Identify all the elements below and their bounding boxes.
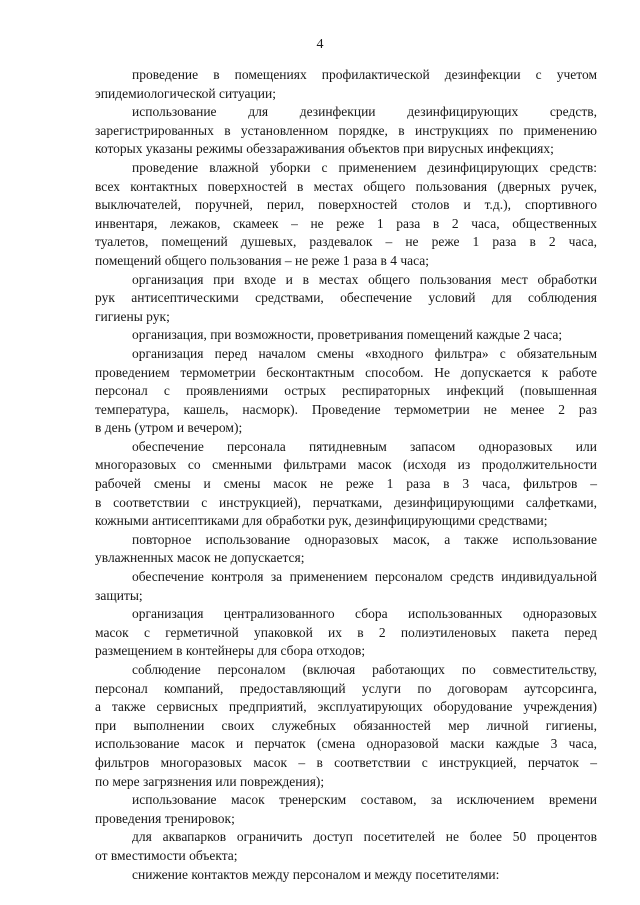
text-line: увлажненных масок не допускается; [95,550,305,566]
text-line: проведением термометрии бесконтактным способом. Не допускается к работе [95,364,597,380]
text-line: использование для дезинфекции дезинфицирующих средств, [132,104,597,120]
text-line: организация перед началом смены «входного фильтра» с обязательным [132,345,597,361]
paragraph [95,605,597,661]
paragraph [95,791,597,828]
text-line: использование масок тренерским составом, за исключением времени [132,792,597,808]
paragraph [95,66,597,103]
text-line: соблюдение персоналом (включая работающих по совместительству, [132,662,597,677]
text-line: а также сервисных предприятий, эксплуатирующих оборудование учреждения) [95,699,597,715]
text-line: фильтров многоразовых масок – в соответствии с инструкцией, перчаток – [95,754,597,770]
paragraph [95,661,597,791]
text-line: для аквапарков ограничить доступ посетителей не более 50 процентов [132,829,597,845]
text-line: повторное использование одноразовых масок, а также использование [132,531,597,547]
text-line: масок с герметичной упаковкой их в 2 полиэтиленовых пакета перед [95,624,597,640]
text-line: зарегистрированных в установленном порядке, в инструкциях по применению [95,122,597,138]
text-line: организация при входе и в местах общего пользования мест обработки [132,271,597,287]
text-line: туалетов, помещений душевых, раздевалок – не реже 1 раза в 2 часа, [95,234,597,250]
text-line: рук антисептическими средствами, обеспечение условий для соблюдения [95,290,597,306]
text-line: размещением в контейнеры для сбора отходов; [95,643,366,659]
text-line: организация централизованного сбора использованных одноразовых [132,606,597,622]
text-line: инвентаря, лежаков, скамеек – не реже 1 раза в 2 часа, общественных [95,215,597,231]
text-line: обеспечение контроля за применением персоналом средств индивидуальной [132,569,597,585]
text-line: при выполнении своих служебных обязанностей мер личной гигиены, [95,717,597,733]
text-line: кожными антисептиками для обработки рук, дезинфицирующими средствами; [95,513,548,529]
document-body [95,66,597,884]
text-line: которых указаны режимы обеззараживания объектов при вирусных инфекциях; [95,141,554,157]
paragraph [95,531,597,568]
text-line: использование масок и перчаток (смена одноразовой маски каждые 3 часа, [95,736,597,752]
text-line: обеспечение персонала пятидневным запасом одноразовых или [132,438,597,454]
text-line: от вместимости объекта; [95,847,238,863]
text-line: снижение контактов между персоналом и между посетителями: [132,866,500,882]
text-line: гигиены рук; [95,308,170,324]
paragraph [95,438,597,531]
paragraph [95,103,597,159]
paragraph [95,159,597,271]
text-line: проведение влажной уборки с применением дезинфицирующих средств: [132,159,597,175]
paragraph [95,345,597,438]
text-line: по мере загрязнения или повреждения); [95,773,325,789]
text-line: в соответствии с инструкцией), перчатками, дезинфицирующими салфетками, [95,494,597,510]
text-line: всех контактных поверхностей в местах общего пользования (дверных ручек, [95,178,597,194]
text-line: в день (утром и вечером); [95,420,243,436]
text-line: температура, кашель, насморк). Проведение термометрии не менее 2 раз [95,401,597,417]
text-line: помещений общего пользования – не реже 1 раза в 4 часа; [95,252,430,268]
text-line: персонал с проявлениями острых респираторных инфекций (повышенная [95,383,597,399]
text-line: защиты; [95,587,143,603]
text-line: организация, при возможности, проветривания помещений каждые 2 часа; [132,327,563,343]
paragraph [95,866,597,885]
paragraph [95,568,597,605]
text-line: проведение в помещениях профилактической дезинфекции с учетом [132,67,597,82]
text-line: проведения тренировок; [95,810,235,826]
text-line: эпидемиологической ситуации; [95,85,276,101]
paragraph [95,326,597,345]
text-line: рабочей смены и смены масок не реже 1 раза в 3 часа, фильтров – [95,476,597,492]
page-number: 4 [316,37,324,52]
paragraph [95,271,597,327]
text-line: выключателей, поручней, перил, поверхностей столов и т.д.), спортивного [95,197,597,213]
text-line: многоразовых со сменными фильтрами масок (исходя из продолжительности [95,457,597,473]
text-line: персонал компаний, предоставляющий услуги по договорам аутсорсинга, [95,680,597,696]
paragraph [95,828,597,865]
